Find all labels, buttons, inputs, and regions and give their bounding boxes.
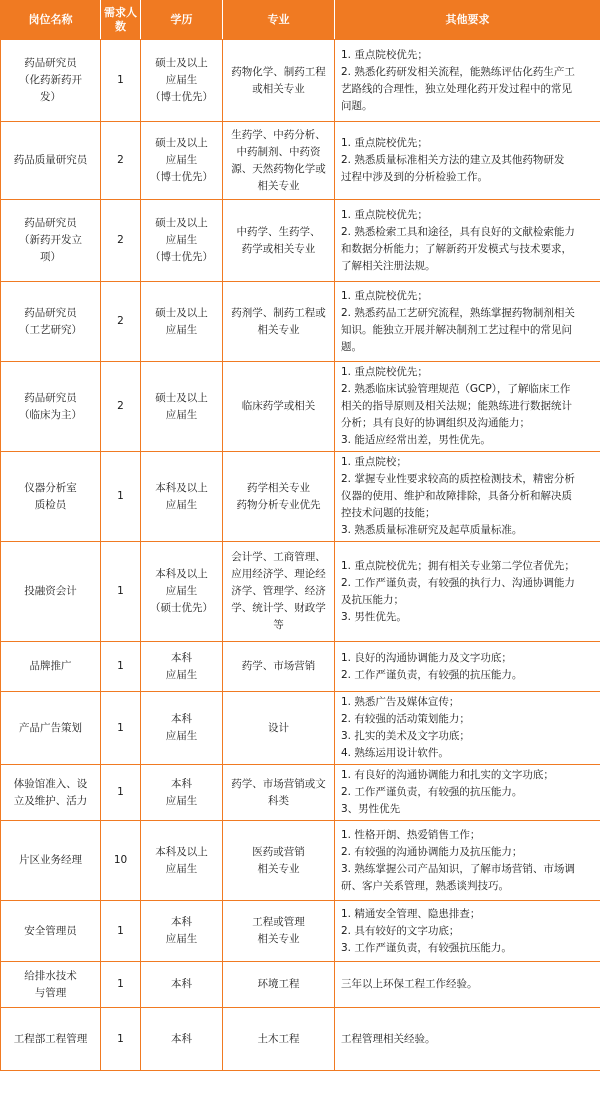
cell-line: 应届生	[165, 234, 198, 246]
cell-line: 质检员	[34, 498, 67, 511]
cell-headcount: 1	[101, 1008, 141, 1071]
cell-education	[141, 642, 223, 692]
cell-major	[223, 765, 335, 821]
cell-major	[223, 962, 335, 1008]
cell-line: 1. 重点院校优先；	[341, 137, 428, 149]
cell-requirements	[335, 122, 600, 200]
cell-education	[141, 765, 223, 821]
cell-line: 应届生	[165, 408, 198, 421]
cell-headcount: 2	[101, 200, 141, 282]
cell-line: 分析；具有良好的协调组织及沟通能力；	[341, 417, 530, 429]
table-row	[1, 542, 600, 642]
cell-line: 药剂学、制药工程或	[231, 306, 326, 319]
cell-line: 本科及以上	[155, 845, 208, 858]
cell-line: 相关专业	[257, 933, 300, 945]
table-row	[1, 40, 600, 122]
cell-requirements	[335, 200, 600, 282]
cell-requirements	[335, 692, 600, 765]
cell-line: 药学相关专业	[247, 481, 310, 494]
cell-requirements	[335, 452, 600, 542]
cell-line: 设计	[268, 721, 289, 734]
cell-line: 给排水技术	[24, 969, 77, 982]
cell-line: 题。	[341, 340, 362, 353]
cell-line: 问题。	[341, 99, 373, 112]
cell-line: 药学、市场营销或文	[231, 777, 326, 790]
cell-requirements	[335, 962, 600, 1008]
cell-position	[1, 40, 101, 122]
cell-line: 品牌推广	[29, 660, 72, 672]
cell-line: 1. 精通安全管理、隐患排查；	[341, 907, 481, 920]
cell-line: 了解相关注册法规。	[341, 259, 436, 272]
cell-line: 硕士及以上	[155, 391, 208, 404]
cell-requirements	[335, 821, 600, 901]
cell-requirements	[335, 362, 600, 452]
cell-line: 研、客户关系管理，熟悉谈判技巧。	[341, 879, 509, 892]
cell-line: 相关专业	[257, 862, 300, 875]
cell-line: 本科	[171, 651, 192, 664]
cell-line: （博士优先）	[150, 91, 213, 103]
cell-line: 投融资会计	[24, 585, 77, 597]
cell-line: 过程中涉及到的分析检验工作。	[341, 171, 488, 183]
cell-position	[1, 901, 101, 962]
cell-requirements	[335, 642, 600, 692]
cell-position	[1, 692, 101, 765]
cell-education	[141, 40, 223, 122]
table-row	[1, 122, 600, 200]
cell-line: 药物化学、制药工程	[231, 65, 326, 78]
cell-line: 医药或营销	[252, 845, 305, 858]
cell-line: 土木工程	[257, 1032, 300, 1045]
cell-line: 应届生	[165, 154, 198, 166]
cell-line: 相关专业	[257, 323, 300, 336]
cell-education	[141, 1008, 223, 1071]
cell-line: 2. 有较强的沟通协调能力及抗压能力；	[341, 845, 523, 858]
cell-line: 中药制剂、中药资	[236, 145, 321, 158]
cell-line: （新药开发立	[19, 234, 82, 246]
cell-headcount: 1	[101, 692, 141, 765]
cell-line: 本科	[171, 916, 192, 928]
cell-major	[223, 452, 335, 542]
cell-line: 2. 工作严谨负责，有较强的执行力、沟通协调能力	[341, 576, 575, 589]
cell-line: 2. 熟悉检索工具和途径，具有良好的文献检索能力	[341, 225, 575, 238]
cell-position	[1, 765, 101, 821]
cell-line: 济学、管理学、经济	[231, 585, 326, 597]
header-major: 专业	[223, 1, 335, 40]
cell-line: 1. 重点院校优先；拥有相关专业第二学位者优先；	[341, 559, 575, 572]
cell-line: 中药学、生药学、	[236, 225, 321, 238]
cell-line: 2. 具有较好的文字功底；	[341, 924, 460, 937]
cell-line: 科类	[268, 794, 289, 807]
cell-line: 1. 重点院校；	[341, 456, 407, 468]
table-row	[1, 692, 600, 765]
cell-major	[223, 200, 335, 282]
cell-line: 安全管理员	[24, 924, 77, 937]
cell-line: 生药学、中药分析、	[231, 128, 326, 141]
cell-line: 控技术问题的技能；	[341, 507, 436, 519]
cell-position	[1, 962, 101, 1008]
cell-line: 3. 熟练掌握公司产品知识，了解市场营销、市场调	[341, 862, 575, 875]
cell-position	[1, 200, 101, 282]
cell-headcount: 2	[101, 362, 141, 452]
cell-education	[141, 200, 223, 282]
cell-major	[223, 642, 335, 692]
cell-line: 本科	[171, 777, 192, 790]
header-requirements: 其他要求	[335, 1, 600, 40]
cell-line: 3、男性优先	[341, 803, 401, 815]
cell-education	[141, 962, 223, 1008]
cell-education	[141, 122, 223, 200]
cell-line: 应届生	[165, 74, 198, 86]
cell-education	[141, 282, 223, 362]
cell-line: 3. 熟悉质量标准研究及起草质量标准。	[341, 524, 523, 536]
cell-line: 2. 熟悉化药研发相关流程，能熟练评估化药生产工	[341, 65, 575, 78]
cell-major	[223, 1008, 335, 1071]
cell-requirements	[335, 542, 600, 642]
header-position: 岗位名称	[1, 1, 101, 40]
cell-line: 应用经济学、理论经	[231, 568, 326, 580]
cell-line: 及抗压能力；	[341, 593, 404, 606]
cell-education	[141, 542, 223, 642]
cell-position	[1, 452, 101, 542]
cell-major	[223, 40, 335, 122]
cell-line: 环境工程	[257, 978, 300, 990]
cell-line: 知识。能独立开展并解决制剂工艺过程中的常见问	[341, 323, 572, 336]
cell-line: 2. 掌握专业性要求较高的质控检测技术，精密分析	[341, 473, 575, 485]
cell-line: 1. 重点院校优先；	[341, 366, 428, 378]
cell-education	[141, 821, 223, 901]
table-row	[1, 282, 600, 362]
cell-line: 工程管理相关经验。	[341, 1032, 436, 1045]
cell-requirements	[335, 1008, 600, 1071]
cell-requirements	[335, 40, 600, 122]
cell-line: 学、统计学、财政学	[231, 602, 326, 614]
cell-line: 硕士及以上	[155, 57, 208, 69]
cell-line: 项）	[40, 251, 61, 263]
cell-line: 或相关专业	[252, 82, 305, 95]
cell-headcount: 1	[101, 962, 141, 1008]
cell-headcount: 1	[101, 642, 141, 692]
cell-major	[223, 282, 335, 362]
cell-headcount: 1	[101, 542, 141, 642]
cell-line: 3. 能适应经常出差，男性优先。	[341, 434, 491, 446]
cell-line: 2. 熟悉药品工艺研究流程，熟练掌握药物制剂相关	[341, 306, 575, 319]
cell-line: 1. 熟悉广告及媒体宣传；	[341, 696, 460, 708]
cell-requirements	[335, 901, 600, 962]
cell-line: 1. 重点院校优先；	[341, 208, 428, 221]
cell-major	[223, 362, 335, 452]
table-body	[1, 40, 600, 1071]
cell-line: （化药新药开	[19, 74, 82, 86]
cell-line: 2. 有较强的活动策划能力；	[341, 713, 470, 725]
table-row	[1, 452, 600, 542]
cell-line: 硕士及以上	[155, 306, 208, 319]
header-headcount: 需求人数	[101, 1, 141, 40]
cell-position	[1, 282, 101, 362]
cell-line: 仪器的使用、维护和故障排除，具备分析和解决质	[341, 490, 572, 502]
cell-line: 发）	[40, 91, 61, 103]
cell-position	[1, 542, 101, 642]
cell-line: （博士优先）	[150, 171, 213, 183]
cell-line: 立及维护、活力	[13, 794, 88, 807]
cell-line: 2. 熟悉临床试验管理规范（GCP），了解临床工作	[341, 383, 571, 395]
cell-headcount: 10	[101, 821, 141, 901]
cell-line: 艺路线的合理性，独立处理化药开发过程中的常见	[341, 82, 572, 95]
table-row	[1, 200, 600, 282]
cell-line: 2. 工作严谨负责，有较强的抗压能力。	[341, 668, 523, 681]
cell-education	[141, 362, 223, 452]
cell-line: 相关专业	[257, 179, 300, 192]
table-row	[1, 901, 600, 962]
table-row	[1, 642, 600, 692]
cell-line: 药品质量研究员	[13, 154, 88, 166]
cell-line: 工程或管理	[252, 916, 305, 928]
cell-major	[223, 821, 335, 901]
cell-headcount: 1	[101, 901, 141, 962]
cell-line: 药品研究员	[24, 306, 77, 319]
cell-education	[141, 452, 223, 542]
cell-line: 1. 性格开朗、热爱销售工作；	[341, 828, 481, 841]
cell-line: 3. 工作严谨负责，有较强抗压能力。	[341, 941, 512, 954]
cell-line: 应届生	[165, 933, 198, 945]
cell-line: 3. 扎实的美术及文字功底；	[341, 730, 470, 742]
table-row	[1, 962, 600, 1008]
cell-line: 应届生	[165, 794, 198, 807]
cell-line: 3. 男性优先。	[341, 610, 407, 623]
cell-line: 三年以上环保工程工作经验。	[341, 978, 478, 990]
cell-line: 1. 有良好的沟通协调能力和扎实的文字功底；	[341, 769, 554, 781]
cell-headcount: 2	[101, 282, 141, 362]
cell-line: 药学或相关专业	[241, 242, 316, 255]
cell-position	[1, 642, 101, 692]
cell-line: 应届生	[165, 862, 198, 875]
table-row	[1, 765, 600, 821]
cell-major	[223, 901, 335, 962]
cell-line: 药品研究员	[24, 57, 77, 69]
cell-line: 应届生	[165, 585, 198, 597]
cell-line: （工艺研究）	[19, 323, 82, 336]
cell-education	[141, 692, 223, 765]
cell-position	[1, 122, 101, 200]
cell-line: 应届生	[165, 498, 198, 511]
cell-headcount: 1	[101, 40, 141, 122]
cell-position	[1, 362, 101, 452]
cell-position	[1, 1008, 101, 1071]
cell-line: 产品广告策划	[19, 721, 82, 734]
cell-position	[1, 821, 101, 901]
cell-line: 本科及以上	[155, 568, 208, 580]
table-row	[1, 821, 600, 901]
cell-line: 药学、市场营销	[241, 660, 316, 672]
cell-line: 仪器分析室	[24, 481, 77, 494]
cell-line: 会计学、工商管理、	[231, 551, 326, 563]
cell-education	[141, 901, 223, 962]
cell-major	[223, 692, 335, 765]
cell-line: 4. 熟练运用设计软件。	[341, 747, 449, 759]
cell-line: 1. 重点院校优先；	[341, 48, 428, 61]
cell-line: 片区业务经理	[19, 854, 82, 866]
cell-headcount: 1	[101, 452, 141, 542]
cell-line: 本科	[171, 978, 192, 990]
cell-line: 等	[273, 619, 284, 631]
cell-line: 源、天然药物化学或	[231, 162, 326, 175]
cell-line: 1. 良好的沟通协调能力及文字功底；	[341, 651, 512, 664]
cell-line: 临床药学或相关	[241, 400, 316, 412]
cell-line: 硕士及以上	[155, 217, 208, 229]
cell-line: 体验馆准入、设	[13, 777, 88, 790]
cell-line: 2. 熟悉质量标准相关方法的建立及其他药物研发	[341, 154, 565, 166]
cell-line: 硕士及以上	[155, 137, 208, 149]
cell-line: 药物分析专业优先	[236, 498, 321, 511]
cell-headcount: 1	[101, 765, 141, 821]
cell-line: 本科	[171, 1032, 192, 1045]
cell-line: 与管理	[34, 986, 67, 999]
header-education: 学历	[141, 1, 223, 40]
cell-line: （博士优先）	[150, 251, 213, 263]
cell-line: 本科及以上	[155, 481, 208, 494]
cell-major	[223, 542, 335, 642]
cell-requirements	[335, 282, 600, 362]
cell-major	[223, 122, 335, 200]
cell-headcount: 2	[101, 122, 141, 200]
cell-line: 相关的指导原则及相关法规；能熟练进行数据统计	[341, 400, 572, 412]
cell-line: 应届生	[165, 668, 198, 681]
cell-line: 药品研究员	[24, 391, 77, 404]
header-row	[1, 1, 600, 40]
cell-line: 药品研究员	[24, 217, 77, 229]
cell-line: 本科	[171, 713, 192, 725]
table-row	[1, 1008, 600, 1071]
cell-line: 和数据分析能力；了解新药开发模式与技术要求，	[341, 242, 572, 255]
cell-line: 1. 重点院校优先；	[341, 289, 428, 302]
cell-line: 应届生	[165, 730, 198, 742]
cell-requirements	[335, 765, 600, 821]
cell-line: 工程部工程管理	[13, 1032, 88, 1045]
cell-line: （临床为主）	[19, 408, 82, 421]
cell-line: 应届生	[165, 323, 198, 336]
cell-line: （硕士优先）	[150, 602, 213, 614]
cell-line: 2. 工作严谨负责，有较强的抗压能力。	[341, 786, 523, 798]
table-row	[1, 362, 600, 452]
